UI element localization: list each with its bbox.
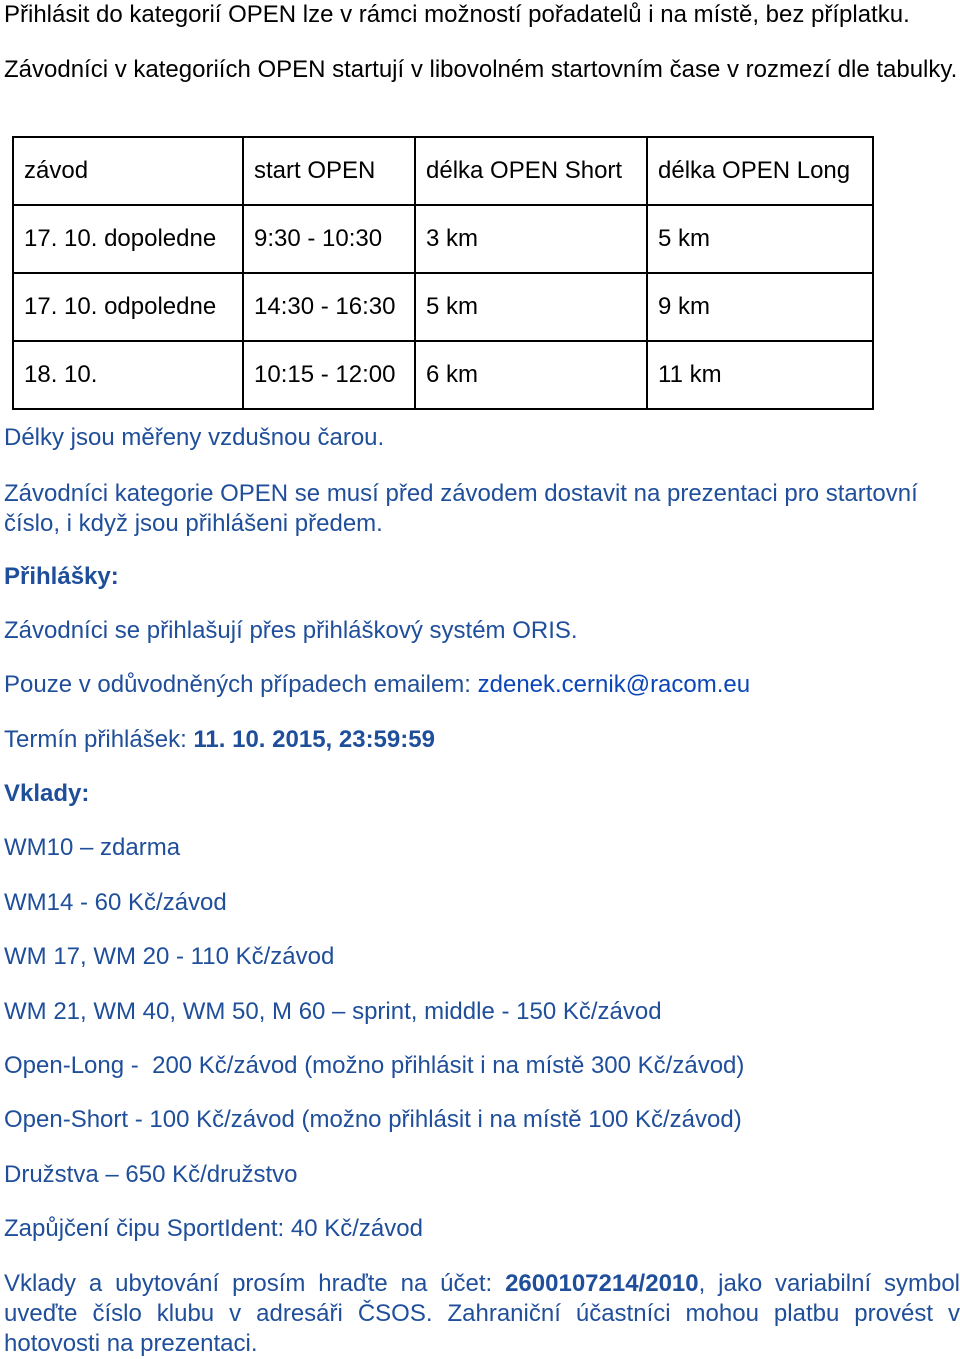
fee-item: WM 17, WM 20 - 110 Kč/závod: [4, 943, 335, 970]
fee-item: WM10 – zdarma: [4, 834, 181, 861]
table-cell: 3 km: [415, 205, 647, 273]
table-header-cell: délka OPEN Long: [647, 137, 873, 205]
table-cell: 9:30 - 10:30: [243, 205, 415, 273]
table-row: [13, 273, 873, 341]
table-cell: 18. 10.: [13, 341, 243, 409]
fee-item: Open-Long - 200 Kč/závod (možno přihlásit i na místě 300 Kč/závod): [4, 1052, 745, 1079]
bank-account: 2600107214/2010: [505, 1270, 699, 1297]
fee-item: WM 21, WM 40, WM 50, M 60 – sprint, middle - 150 Kč/závod: [4, 998, 662, 1025]
table-cell: 11 km: [647, 341, 873, 409]
fee-item: Open-Short - 100 Kč/závod (možno přihlásit i na místě 100 Kč/závod): [4, 1106, 742, 1133]
deadline-label: Termín přihlášek:: [4, 726, 194, 753]
presentation-note: Závodníci kategorie OPEN se musí před závodem dostavit na prezentaci pro startovní číslo, i když jsou přihlášeni předem.: [4, 480, 918, 537]
table-cell: 6 km: [415, 341, 647, 409]
table-row: [13, 341, 873, 409]
entries-heading: Přihlášky:: [4, 563, 119, 590]
payment-prefix: Vklady a ubytování prosím hraďte na účet:: [4, 1270, 506, 1297]
entries-email-line: [4, 670, 750, 700]
fee-item: Zapůjčení čipu SportIdent: 40 Kč/závod: [4, 1215, 423, 1242]
table-cell: 5 km: [647, 205, 873, 273]
email-prefix: Pouze v odůvodněných případech emailem:: [4, 671, 478, 698]
intro-line-2: Závodníci v kategoriích OPEN startují v libovolném startovním čase v rozmezí dle tabulky.: [4, 56, 958, 83]
table-cell: 5 km: [415, 273, 647, 341]
table-header-cell: závod: [13, 137, 243, 205]
payment-note: [4, 1269, 960, 1359]
fee-item: Družstva – 650 Kč/družstvo: [4, 1161, 298, 1188]
entries-deadline-line: [4, 725, 435, 755]
length-note: Délky jsou měřeny vzdušnou čarou.: [4, 424, 385, 451]
entries-system: Závodníci se přihlašují přes přihláškový systém ORIS.: [4, 617, 578, 644]
fee-item: WM14 - 60 Kč/závod: [4, 889, 227, 916]
table-cell: 10:15 - 12:00: [243, 341, 415, 409]
email-link[interactable]: zdenek.cernik@racom.eu: [477, 671, 751, 698]
table-cell: 17. 10. odpoledne: [13, 273, 243, 341]
deadline-value: 11. 10. 2015, 23:59:59: [193, 726, 435, 753]
table-header-row: [13, 137, 873, 205]
table-cell: 9 km: [647, 273, 873, 341]
table-header-cell: délka OPEN Short: [415, 137, 647, 205]
table-cell: 14:30 - 16:30: [243, 273, 415, 341]
table-header-cell: start OPEN: [243, 137, 415, 205]
table-row: [13, 205, 873, 273]
intro-line-1: Přihlásit do kategorií OPEN lze v rámci možností pořadatelů i na místě, bez příplatku.: [4, 1, 910, 28]
fees-heading: Vklady:: [4, 780, 90, 807]
table-cell: 17. 10. dopoledne: [13, 205, 243, 273]
open-start-table: [12, 136, 874, 410]
payment-suffix: , jako variabilní symbol uveďte číslo klubu v adresáři ČSOS. Zahraniční účastníci mohou platbu provést v hotovosti na prezentaci.: [4, 1270, 960, 1357]
